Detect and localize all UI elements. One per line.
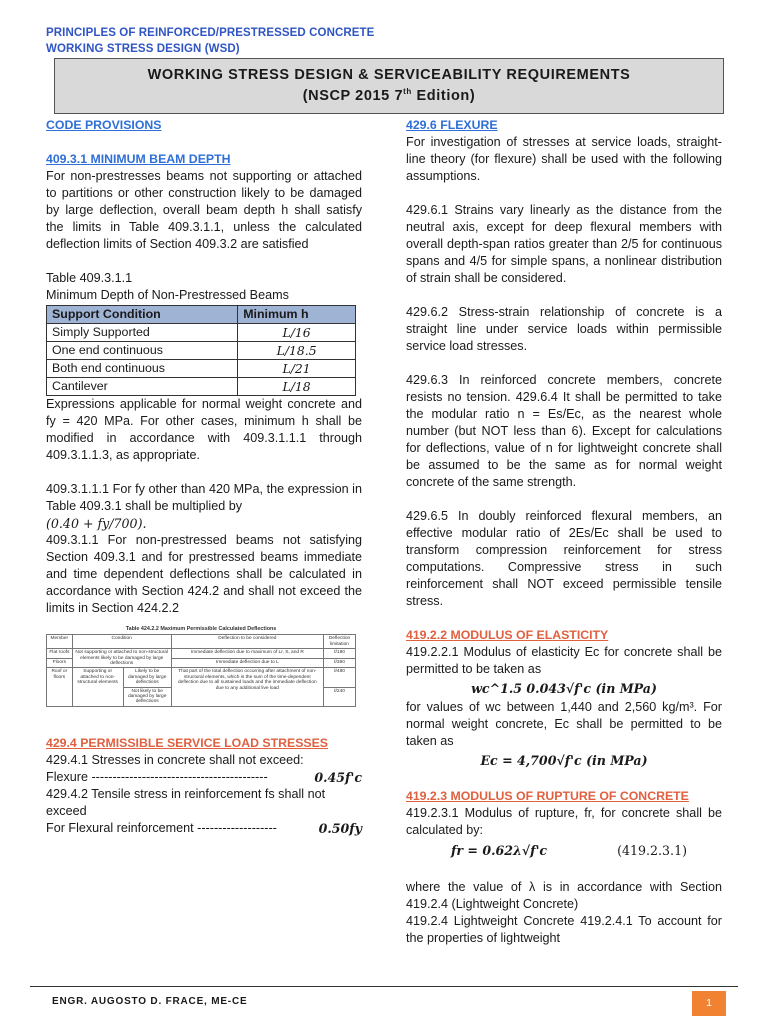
paragraph-429-6-5: 429.6.5 In doubly reinforced flexural members, an effective modular ratio of 2Es/Ec shall be used to transform compression reinforcement for stress computations. Compressive stress in such reinforcement shall NOT exceed permissible tensile stress. bbox=[406, 509, 722, 608]
title-line-1: WORKING STRESS DESIGN & SERVICEABILITY REQUIREMENTS bbox=[147, 67, 631, 83]
author-name: ENGR. AUGOSTO D. FRACE, ME-CE bbox=[52, 996, 248, 1007]
paragraph-419-2-3-1: 419.2.3.1 Modulus of rupture, fr, for concrete shall be calculated by: bbox=[406, 806, 722, 837]
paragraph-429-4-1: 429.4.1 Stresses in concrete shall not exceed: bbox=[46, 753, 304, 767]
paragraph-429-4-2: 429.4.2 Tensile stress in reinforcement fs shall not exceed bbox=[46, 787, 326, 818]
header-line-1: PRINCIPLES OF REINFORCED/PRESTRESSED CONCRETE bbox=[46, 27, 375, 39]
flexure-limit: Flexure ------------------------------------------ 0.45f'c bbox=[46, 770, 362, 785]
paragraph-419-2-2-1: 419.2.2.1 Modulus of elasticity Ec for concrete shall be permitted to be taken as bbox=[406, 645, 722, 676]
right-column bbox=[406, 117, 722, 947]
table-caption: Minimum Depth of Non-Prestressed Beams bbox=[46, 288, 289, 302]
table-row: One end continuous L/18.5 bbox=[47, 342, 356, 360]
equation-ec: Ec = 4,700√f'c (in MPa) bbox=[480, 753, 648, 768]
heading-419-2-2: 419.2.2 MODULUS OF ELASTICITY bbox=[406, 628, 609, 642]
paragraph-409-3-1-1-1: 409.3.1.1.1 For fy other than 420 MPa, the expression in Table 409.3.1 shall be multiplied by bbox=[46, 482, 362, 513]
table-header-condition: Support Condition bbox=[47, 306, 238, 324]
fy-formula: (0.40 + fy/700). bbox=[46, 516, 147, 531]
paragraph-429-6-2: 429.6.2 Stress-strain relationship of concrete is a straight line under service loads within permissible service load stresses. bbox=[406, 305, 722, 353]
table-row: Cantilever L/18 bbox=[47, 378, 356, 396]
paragraph-expressions: Expressions applicable for normal weight concrete and fy = 420 MPa. For other cases, minimum h shall be modified in accordance with 409.3.1.1.1 through 409.3.1.1.3, as appropriate. bbox=[46, 397, 362, 462]
table-header-minimum: Minimum h bbox=[238, 306, 356, 324]
heading-code-provisions: CODE PROVISIONS bbox=[46, 118, 162, 132]
paragraph-409-3-1: For non-prestresses beams not supporting or attached to partitions or other construction likely to be damaged by large deflection, overall beam depth h shall satisfy the limits in Table 409.3.1.1, unless the calculated deflection limits of Section 409.3.2 are satisfied bbox=[46, 169, 362, 251]
header-line-2: WORKING STRESS DESIGN (WSD) bbox=[46, 43, 240, 55]
title-line-2: (NSCP 2015 7th Edition) bbox=[302, 87, 476, 104]
paragraph-429-6: For investigation of stresses at service loads, straight-line theory (for flexure) shall be used with the following assumptions. bbox=[406, 135, 722, 183]
paragraph-429-6-3: 429.6.3 In reinforced concrete members, concrete resists no tension. 429.6.4 It shall be permitted to take the modular ratio n = Es/Ec, as the nearest whole number (but NOT less than 6). Except for calculations for deflections, value of n for lightweight concrete shall be assumed to be the same as for normal weight concrete of the same strength. bbox=[406, 373, 722, 489]
heading-429-6: 429.6 FLEXURE bbox=[406, 118, 498, 132]
table-row: Simply Supported L/16 bbox=[47, 324, 356, 342]
table-title: Table 409.3.1.1 bbox=[46, 271, 133, 285]
paragraph-419-2-2-1b: for values of wc between 1,440 and 2,560 kg/m³. For normal weight concrete, Ec shall be permitted to be taken as bbox=[406, 700, 722, 748]
equation-wc: wc^1.5 0.043√f'c (in MPa) bbox=[471, 681, 657, 696]
left-column bbox=[46, 117, 362, 837]
paragraph-419-2-3-1b: where the value of λ is in accordance with Section 419.2.4 (Lightweight Concrete) bbox=[406, 880, 722, 911]
page-footer bbox=[30, 986, 738, 1016]
heading-409-3-1: 409.3.1 MINIMUM BEAM DEPTH bbox=[46, 152, 231, 166]
document-header bbox=[46, 25, 374, 57]
equation-fr: fr = 0.62λ√f'c (419.2.3.1) bbox=[451, 843, 687, 858]
heading-429-4: 429.4 PERMISSIBLE SERVICE LOAD STRESSES bbox=[46, 736, 328, 750]
table-row: Both end continuous L/21 bbox=[47, 360, 356, 378]
paragraph-409-3-1-1: 409.3.1.1 For non-prestressed beams not satisfying Section 409.3.1 and for prestressed beams immediate and time dependent deflections shall be calculated in accordance with Section 424.2 and shall not exceed the limits in Section 424.2.2 bbox=[46, 533, 362, 615]
page-number-badge: 1 bbox=[692, 991, 726, 1016]
paragraph-429-6-1: 429.6.1 Strains vary linearly as the distance from the neutral axis, except for deep flexural members with overall depth-span ratios greater than 2/5 for continuous spans and 4/5 for simple spans, a nonlinear distribution of strain shall be considered. bbox=[406, 203, 722, 285]
paragraph-419-2-4: 419.2.4 Lightweight Concrete 419.2.4.1 To account for the properties of lightweight bbox=[406, 914, 722, 945]
heading-419-2-3: 419.2.3 MODULUS OF RUPTURE OF CONCRETE bbox=[406, 789, 689, 803]
min-depth-table bbox=[46, 305, 356, 396]
title-box bbox=[54, 58, 724, 114]
deflection-table-image: Table 424.2.2 Maximum Permissible Calculated Deflections Member Condition Deflection to be considered Deflection limitation Flat roofs Not supporting or attached to non-structural elements likely to be damaged by large deflections Immediate deflection due to maximum of Lr, S, and R ℓ/180 Floors Immediate deflection due to L ℓ/360 Roof or floors Supporting or attached to non-structural elements Likely to be damaged by large deflections That part of the total deflection occurring after attachment of non-structural elements, which is the sum of the time-dependent deflection due to all sustained loads and the immediate deflection due to any additional live load ℓ/480 Not likely to be damaged by large deflections ℓ/240 bbox=[46, 627, 356, 721]
flex-reinforcement-limit: For Flexural reinforcement ------------------- 0.50fy bbox=[46, 821, 362, 836]
